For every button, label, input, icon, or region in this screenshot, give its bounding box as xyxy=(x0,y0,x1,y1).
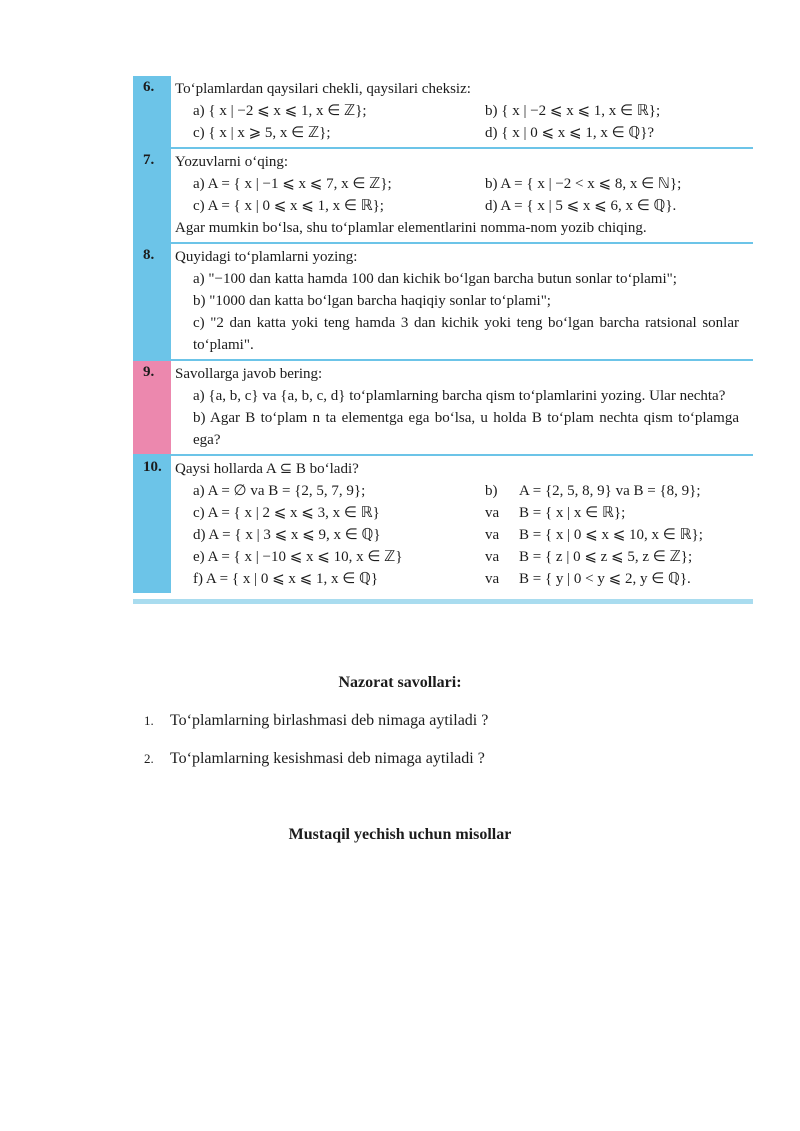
option-f: f) A = { x | 0 ⩽ x ⩽ 1, x ∈ ℚ} xyxy=(193,571,379,587)
exercise-7 xyxy=(133,147,753,242)
option-b: b) { x | −2 ⩽ x ⩽ 1, x ∈ ℝ}; xyxy=(485,103,661,119)
option-c-b: B = { x | x ∈ ℝ}; xyxy=(519,505,626,521)
item-a: a) "−100 dan katta hamda 100 dan kichik bo‘lgan barcha butun sonlar to‘plami"; xyxy=(193,271,677,287)
option-d-b: B = { x | 0 ⩽ x ⩽ 10, x ∈ ℝ}; xyxy=(519,527,703,543)
exercise-title: To‘plamlardan qaysilari chekli, qaysilari cheksiz: xyxy=(175,81,471,97)
exercise-number: 8. xyxy=(133,244,171,359)
option-c: c) A = { x | 2 ⩽ x ⩽ 3, x ∈ ℝ} xyxy=(193,505,380,521)
option-d: d) { x | 0 ⩽ x ⩽ 1, x ∈ ℚ}? xyxy=(485,125,655,141)
exercise-note: Agar mumkin bo‘lsa, shu to‘plamlar elementlarini nomma-nom yozib chiqing. xyxy=(175,220,647,236)
option-c: c) A = { x | 0 ⩽ x ⩽ 1, x ∈ ℝ}; xyxy=(193,198,384,214)
option-a: a) A = { x | −1 ⩽ x ⩽ 7, x ∈ ℤ}; xyxy=(193,176,392,192)
item-number: 2. xyxy=(144,751,154,766)
exercise-title: Savollarga javob bering: xyxy=(175,366,323,382)
option-e-b: B = { z | 0 ⩽ z ⩽ 5, z ∈ ℤ}; xyxy=(519,549,693,565)
self-study-heading: Mustaqil yechish uchun misollar xyxy=(288,826,512,843)
exercise-title: Yozuvlarni o‘qing: xyxy=(175,154,289,170)
item-text: To‘plamlarning birlashmasi deb nimaga aytiladi ? xyxy=(170,712,489,729)
bottom-divider xyxy=(133,599,753,604)
exercise-number: 9. xyxy=(133,361,171,454)
option-b: A = {2, 5, 8, 9} va B = {8, 9}; xyxy=(519,483,701,499)
item-text: To‘plamlarning kesishmasi deb nimaga aytiladi ? xyxy=(170,750,485,767)
exercise-number: 10. xyxy=(133,456,171,593)
exercise-number: 7. xyxy=(133,149,171,242)
item-a: a) {a, b, c} va {a, b, c, d} to‘plamlarning barcha qism to‘plamlarini yozing. Ular nechta? xyxy=(193,388,726,404)
option-d: d) A = { x | 5 ⩽ x ⩽ 6, x ∈ ℚ}. xyxy=(485,198,677,214)
va-label: va xyxy=(485,571,500,587)
textbook-excerpt xyxy=(133,76,753,604)
exercise-title: Qaysi hollarda A ⊆ B bo‘ladi? xyxy=(175,461,359,477)
exercise-10 xyxy=(133,454,753,593)
exercise-8 xyxy=(133,242,753,359)
option-d: d) A = { x | 3 ⩽ x ⩽ 9, x ∈ ℚ} xyxy=(193,527,381,543)
item-b: b) Agar B to‘plam n ta elementga ega bo‘lsa, u holda B to‘plam nechta qism to‘plamga ega? xyxy=(193,410,739,448)
option-f-b: B = { y | 0 < y ⩽ 2, y ∈ ℚ}. xyxy=(519,571,691,587)
va-label: va xyxy=(485,505,500,521)
option-c: c) { x | x ⩾ 5, x ∈ ℤ}; xyxy=(193,125,331,141)
exercise-number: 6. xyxy=(133,76,171,147)
list-item xyxy=(144,712,488,750)
list-item xyxy=(144,750,488,788)
va-label: va xyxy=(485,549,500,565)
option-e: e) A = { x | −10 ⩽ x ⩽ 10, x ∈ ℤ} xyxy=(193,549,403,565)
control-questions-heading: Nazorat savollari: xyxy=(338,674,462,691)
exercise-6 xyxy=(133,76,753,147)
item-b: b) "1000 dan katta bo‘lgan barcha haqiqiy sonlar to‘plami"; xyxy=(193,293,551,309)
option-b-label: b) xyxy=(485,483,498,499)
option-a: a) { x | −2 ⩽ x ⩽ 1, x ∈ ℤ}; xyxy=(193,103,367,119)
va-label: va xyxy=(485,527,500,543)
option-a: a) A = ∅ va B = {2, 5, 7, 9}; xyxy=(193,483,366,499)
option-b: b) A = { x | −2 < x ⩽ 8, x ∈ ℕ}; xyxy=(485,176,682,192)
exercise-title: Quyidagi to‘plamlarni yozing: xyxy=(175,249,358,265)
control-questions-list xyxy=(144,712,488,788)
item-c: c) "2 dan katta yoki teng hamda 3 dan kichik yoki teng bo‘lgan barcha ratsional sonlar to‘plami". xyxy=(193,315,739,353)
exercise-9 xyxy=(133,359,753,454)
item-number: 1. xyxy=(144,713,154,728)
